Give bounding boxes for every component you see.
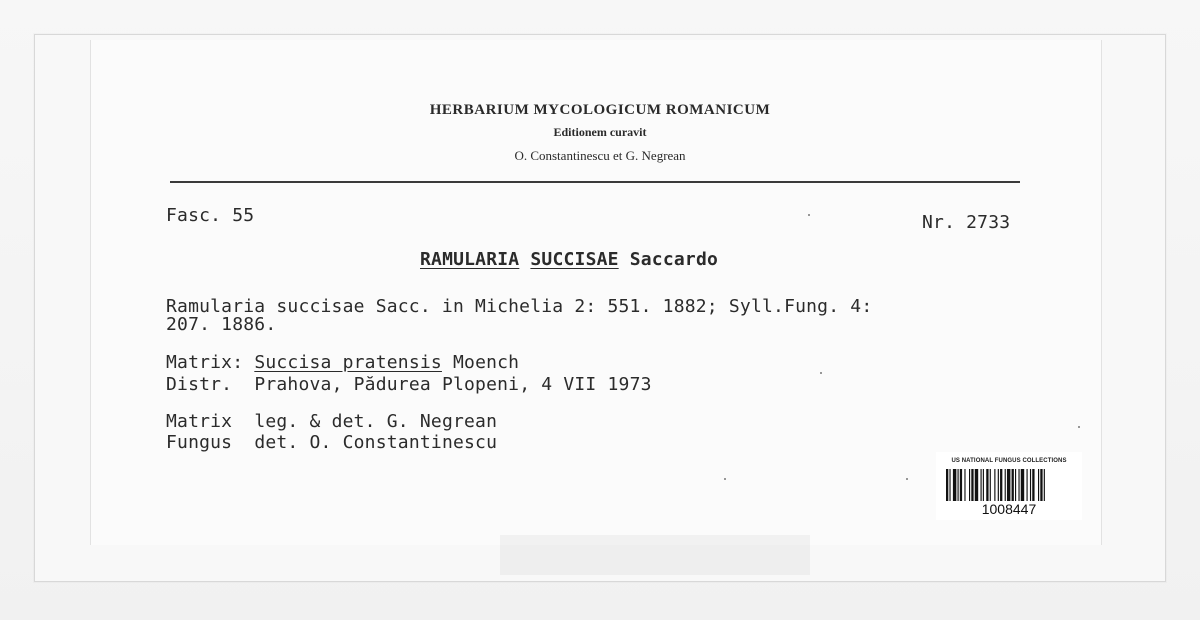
dust-speck: [906, 478, 908, 480]
barcode-tag: [936, 452, 1082, 520]
dust-speck: [724, 478, 726, 480]
matrix-label: Matrix:: [166, 352, 244, 373]
distribution-label: Distr.: [166, 374, 233, 395]
reference-line-2: 207. 1886.: [166, 314, 277, 335]
species-author: Saccardo: [629, 249, 719, 270]
header-divider: [170, 181, 1020, 183]
dust-speck: [808, 214, 810, 216]
fungus-determiner-line: [166, 432, 497, 453]
herbarium-editors: O. Constantinescu et G. Negrean: [514, 148, 686, 163]
matrix-host: Succisa pratensis: [254, 352, 442, 373]
specimen-number: Nr. 2733: [922, 212, 1011, 233]
barcode-number: 1008447: [981, 501, 1037, 517]
fungus-determiner-label: Fungus: [166, 432, 233, 453]
reference-line-1: Ramularia succisae Sacc. in Michelia 2: 551. 1882; Syll.Fung. 4:: [166, 296, 873, 317]
herbarium-title: HERBARIUM MYCOLOGICUM ROMANICUM: [429, 102, 771, 118]
matrix-collector-label: Matrix: [166, 411, 233, 432]
distribution-line: [166, 374, 652, 395]
matrix-host-author: Moench: [453, 352, 520, 373]
dust-speck: [1078, 426, 1080, 428]
fascicle-number: Fasc. 55: [166, 205, 255, 226]
barcode-icon: [946, 469, 1072, 501]
fungus-determiner-value: det. O. Constantinescu: [254, 432, 498, 453]
dust-speck: [820, 372, 822, 374]
matrix-collector-line: [166, 411, 497, 432]
species-epithet: SUCCISAE: [530, 249, 619, 270]
herbarium-subtitle: Editionem curavit: [553, 125, 647, 139]
matrix-collector-value: leg. & det. G. Negrean: [254, 411, 498, 432]
species-name: [420, 249, 718, 270]
species-genus: RAMULARIA: [420, 249, 520, 270]
distribution-locality: Prahova, Pădurea Plopeni, 4 VII 1973: [254, 374, 652, 395]
matrix-line: [166, 352, 519, 373]
paper-shadow: [500, 535, 810, 575]
barcode-tag-title: US NATIONAL FUNGUS COLLECTIONS: [951, 458, 1067, 464]
